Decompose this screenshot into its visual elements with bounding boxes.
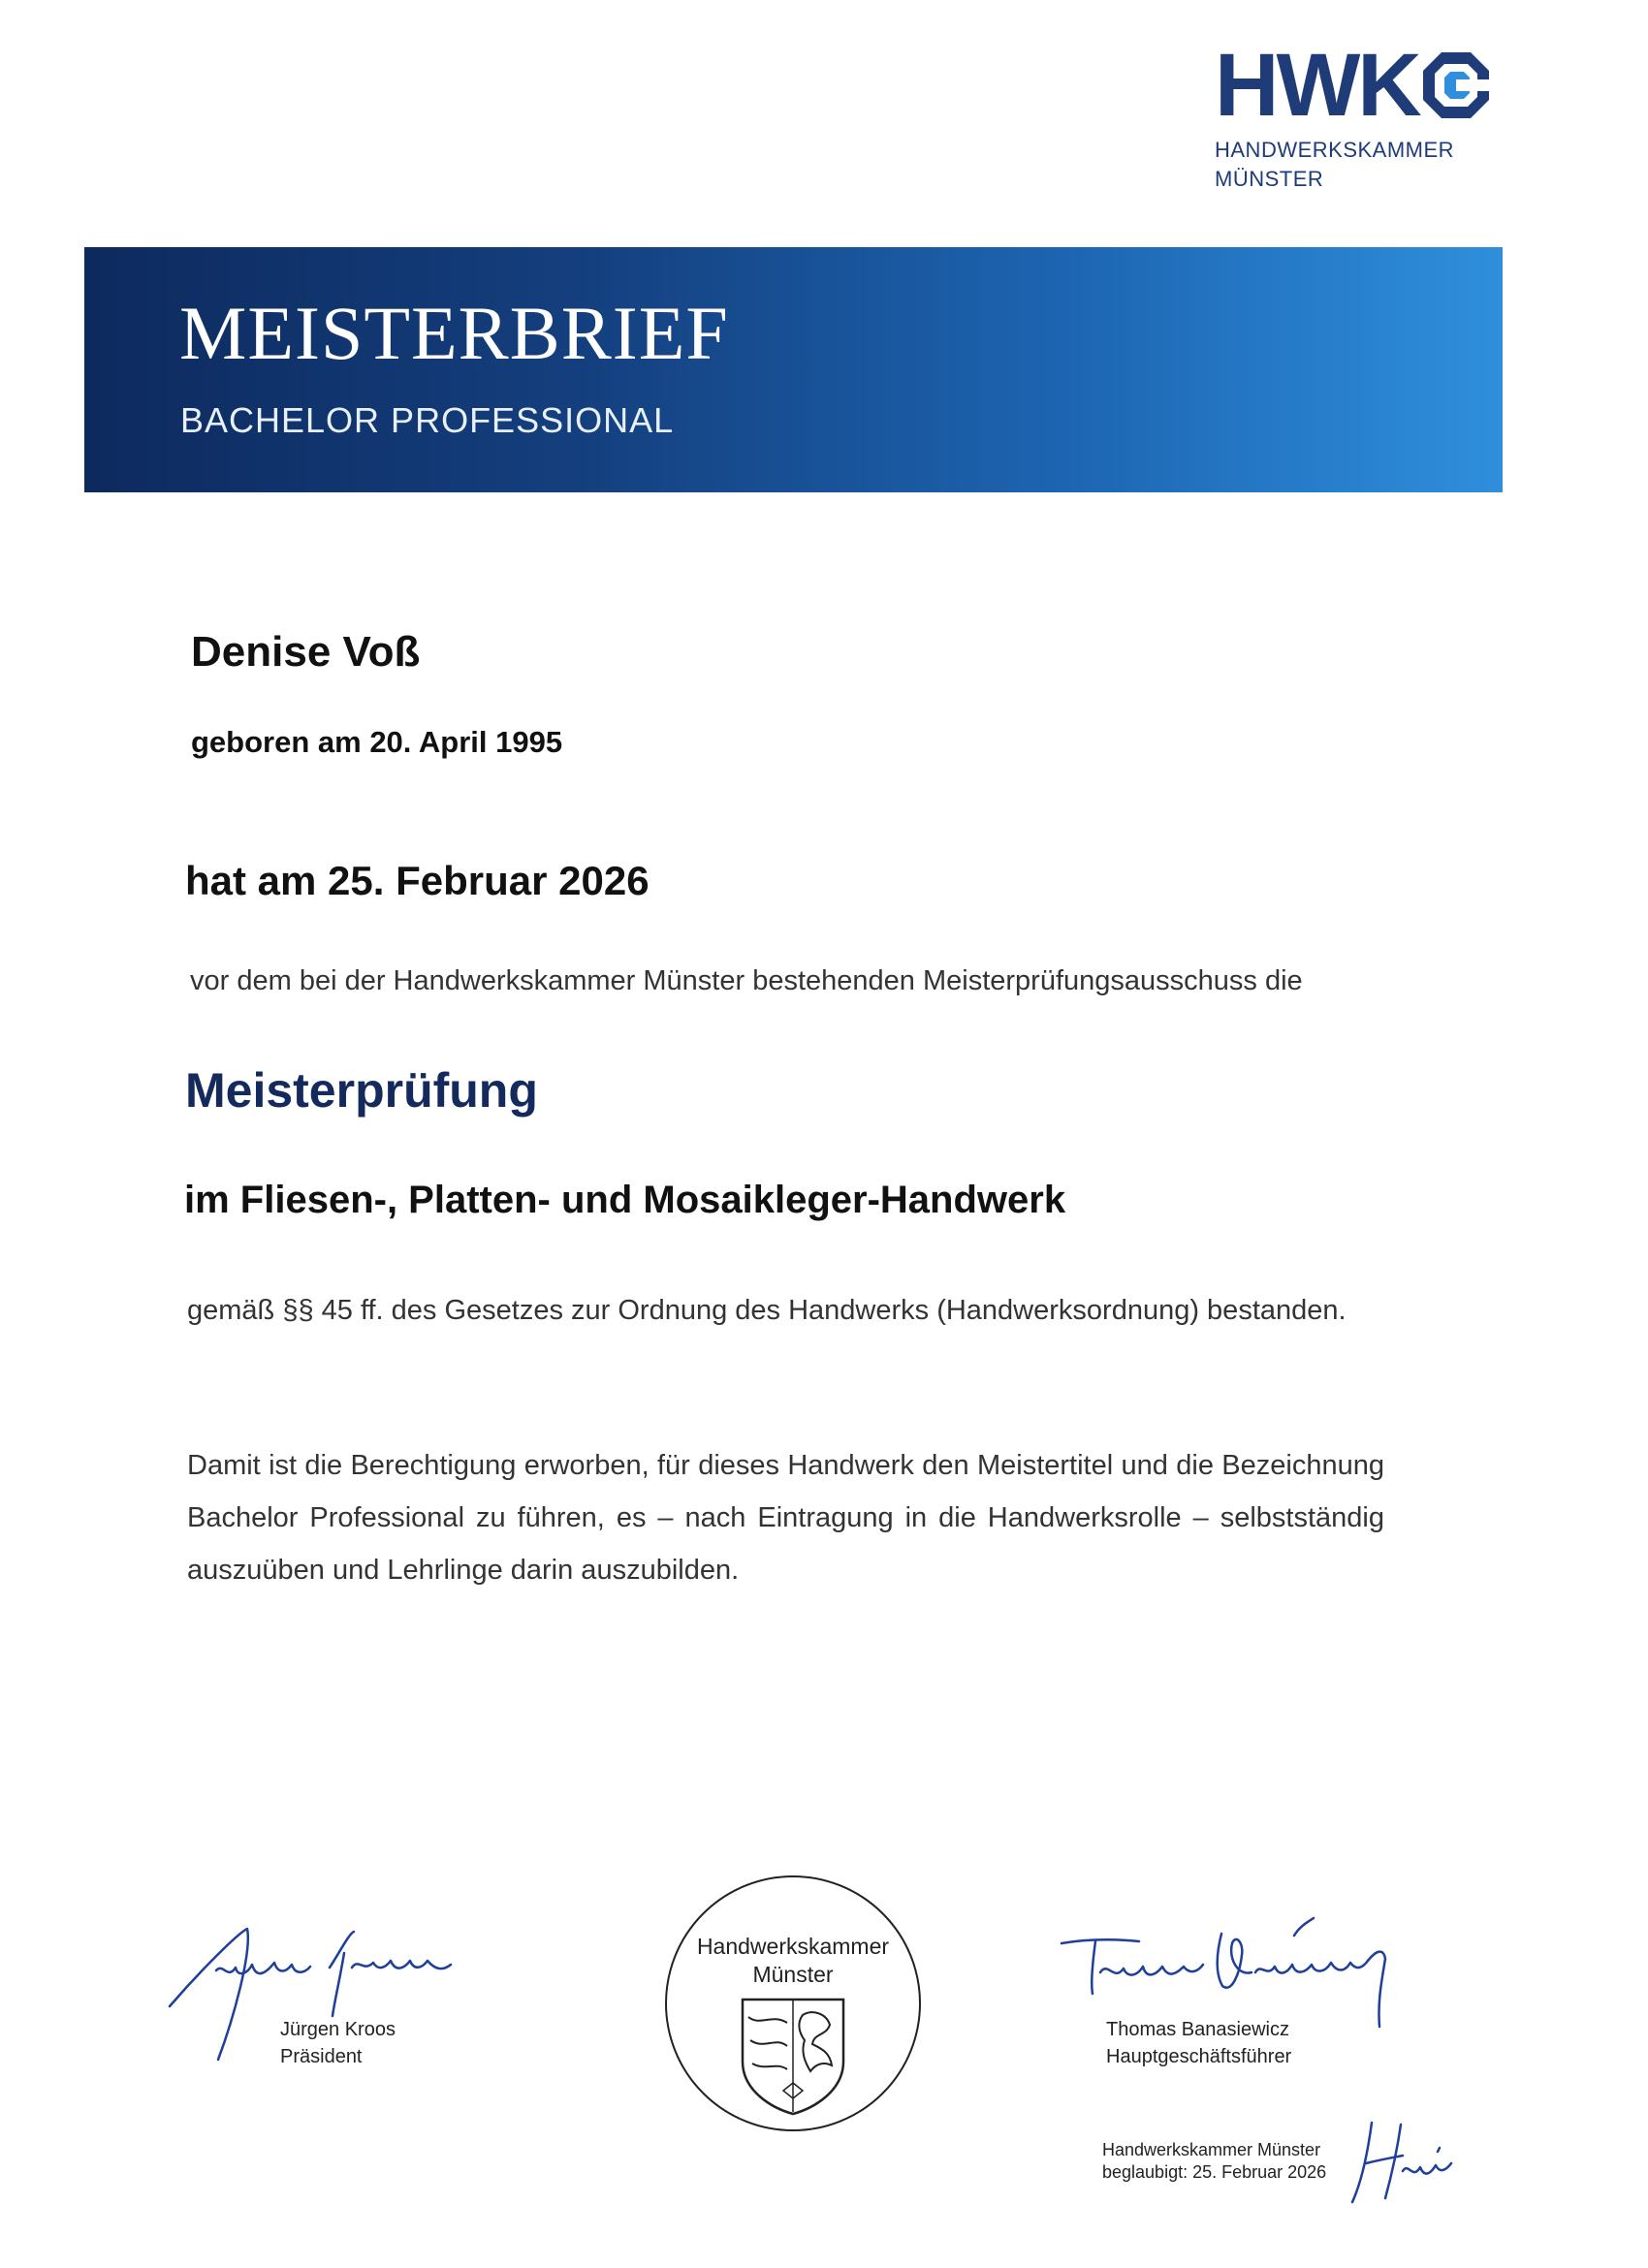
coat-of-arms-icon (737, 1994, 849, 2118)
trade-name: im Fliesen-, Platten- und Mosaikleger-Handwerk (184, 1179, 1066, 1221)
logo-word: HWK (1215, 36, 1419, 135)
signatory-left-role: Präsident (280, 2046, 363, 2067)
signatory-right-role: Hauptgeschäftsführer (1106, 2046, 1292, 2067)
exam-intro: vor dem bei der Handwerkskammer Münster bestehenden Meisterprüfungsausschuss die (190, 965, 1303, 996)
document-subtitle: BACHELOR PROFESSIONAL (180, 400, 675, 440)
signature-right-caption (1106, 2016, 1291, 2070)
certification-note (1102, 2139, 1326, 2184)
exam-date: hat am 25. Februar 2026 (185, 858, 650, 903)
hwk-logo (1215, 36, 1491, 135)
recipient-name: Denise Voß (191, 628, 421, 676)
signatory-left-name: Jürgen Kroos (280, 2019, 396, 2040)
logo-octagon-icon (1421, 50, 1491, 120)
certification-line-1: Handwerkskammer Münster (1102, 2140, 1321, 2159)
logo-line-1: HANDWERKSKAMMER (1215, 138, 1455, 162)
certification-line-2: beglaubigt: 25. Februar 2026 (1102, 2162, 1327, 2182)
signature-left-caption (280, 2016, 396, 2070)
signatory-right-name: Thomas Banasiewicz (1106, 2019, 1289, 2040)
certification-initials-icon (1343, 2113, 1459, 2210)
seal-line-2: Münster (752, 1962, 834, 1987)
logo-subtitle (1215, 136, 1454, 194)
exam-title: Meisterprüfung (185, 1063, 538, 1118)
seal-line-1: Handwerkskammer (696, 1934, 890, 1959)
document-title: MEISTERBRIEF (179, 291, 729, 375)
rights-paragraph: Damit ist die Berechtigung erworben, für dieses Handwerk den Meistertitel und die Bezeichnung Bachelor Professional zu führen, es – nach Eintragung in die Handwerksrolle – selbstständig auszuüben und Lehrlinge darin auszubilden. (187, 1450, 1384, 1586)
legal-paragraph: gemäß §§ 45 ff. des Gesetzes zur Ordnung des Handwerks (Handwerksordnung) bestanden. (187, 1295, 1347, 1326)
official-seal (665, 1875, 921, 2131)
birth-date: geboren am 20. April 1995 (191, 725, 563, 759)
logo-line-2: MÜNSTER (1215, 167, 1324, 191)
title-banner (84, 247, 1503, 492)
